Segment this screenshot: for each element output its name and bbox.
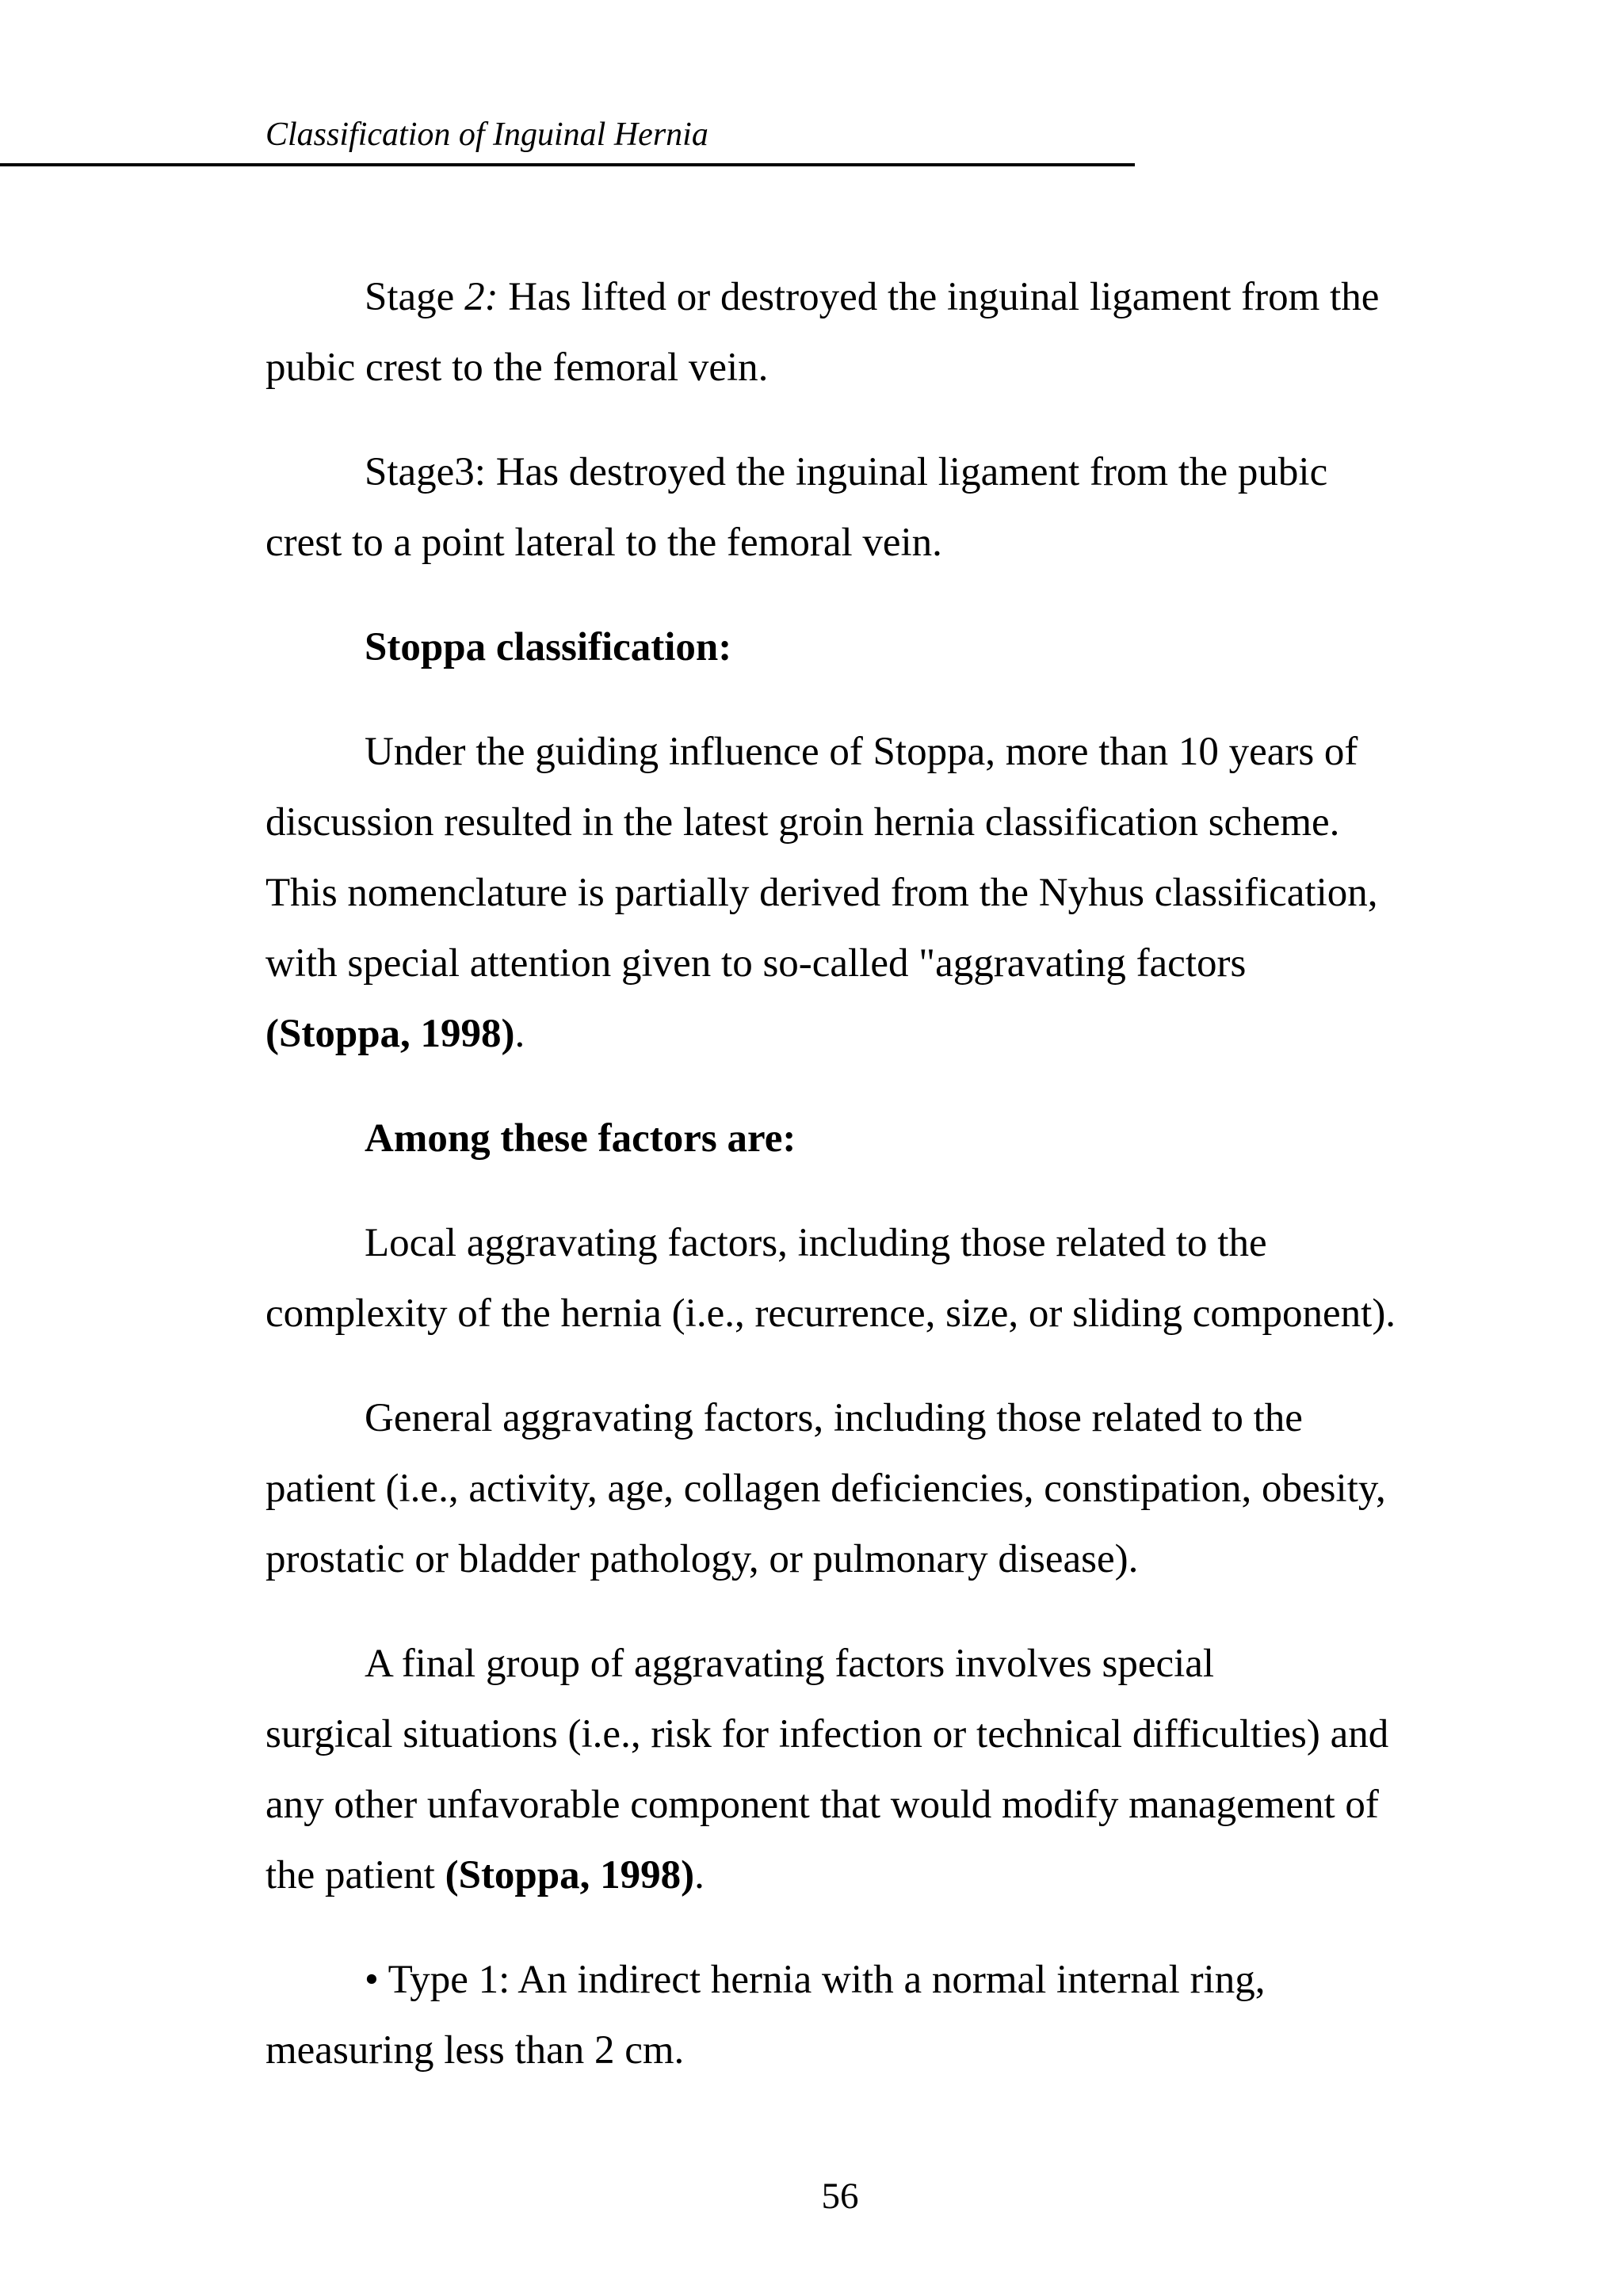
paragraph-local-factors — [265, 1208, 1423, 1349]
general-factors-line-2: patient (i.e., activity, age, collagen deficiencies, constipation, obesity, — [265, 1466, 1386, 1511]
stoppa-intro-line-1: Under the guiding influence of Stoppa, more than 10 years of — [365, 730, 1358, 774]
page-number: 56 — [821, 2176, 859, 2217]
paragraph-general-factors — [265, 1383, 1423, 1595]
stage-3-line-2: crest to a point lateral to the femoral vein. — [265, 521, 942, 565]
paragraph-stage-2 — [265, 262, 1423, 403]
stoppa-intro-line-2: discussion resulted in the latest groin hernia classification scheme. — [265, 800, 1340, 845]
local-factors-line-2: complexity of the hernia (i.e., recurrence, size, or sliding component). — [265, 1291, 1396, 1336]
final-group-line-4-text: the patient — [265, 1853, 445, 1897]
running-header-title: Classification of Inguinal Hernia — [265, 116, 708, 153]
stoppa-intro-line-5 — [265, 999, 1423, 1070]
final-group-line-3: any other unfavorable component that would modify management of — [265, 1783, 1379, 1827]
heading-among-factors: Among these factors are: — [365, 1116, 796, 1161]
stoppa-intro-line-4: with special attention given to so-called "aggravating factors — [265, 941, 1247, 986]
paragraph-final-group — [265, 1629, 1423, 1911]
local-factors-line-1: Local aggravating factors, including those related to the — [365, 1221, 1267, 1265]
stage-2-number: 2: — [464, 275, 498, 319]
citation-stoppa-1998: (Stoppa, 1998) — [265, 1012, 515, 1056]
page-body — [265, 262, 1423, 2120]
general-factors-line-1: General aggravating factors, including those related to the — [365, 1396, 1303, 1440]
stage-2-label: Stage — [365, 275, 465, 319]
list-item-type-1 — [265, 1945, 1423, 2086]
citation-period-second: . — [694, 1853, 705, 1897]
citation-stoppa-1998-second: (Stoppa, 1998) — [445, 1853, 695, 1897]
stage-2-line-2: pubic crest to the femoral vein. — [265, 345, 769, 390]
stage-3-line-1: Stage3: Has destroyed the inguinal ligament from the pubic — [365, 450, 1328, 494]
final-group-line-4 — [265, 1840, 1423, 1911]
citation-period: . — [514, 1012, 525, 1056]
stage-2-line-1-text: Has lifted or destroyed the inguinal ligament from the — [498, 275, 1380, 319]
final-group-line-2: surgical situations (i.e., risk for infection or technical difficulties) and — [265, 1712, 1389, 1756]
type-1-line-2: measuring less than 2 cm. — [265, 2028, 685, 2073]
header-divider — [0, 163, 1135, 166]
general-factors-line-3: prostatic or bladder pathology, or pulmonary disease). — [265, 1537, 1139, 1581]
stoppa-intro-line-3: This nomenclature is partially derived from the Nyhus classification, — [265, 871, 1378, 915]
paragraph-stage-3 — [265, 437, 1423, 578]
type-1-line-1: • Type 1: An indirect hernia with a normal internal ring, — [365, 1958, 1266, 2002]
paragraph-stoppa-intro — [265, 717, 1423, 1070]
final-group-line-1: A final group of aggravating factors involves special — [365, 1642, 1215, 1686]
heading-stoppa-classification: Stoppa classification: — [365, 625, 732, 669]
